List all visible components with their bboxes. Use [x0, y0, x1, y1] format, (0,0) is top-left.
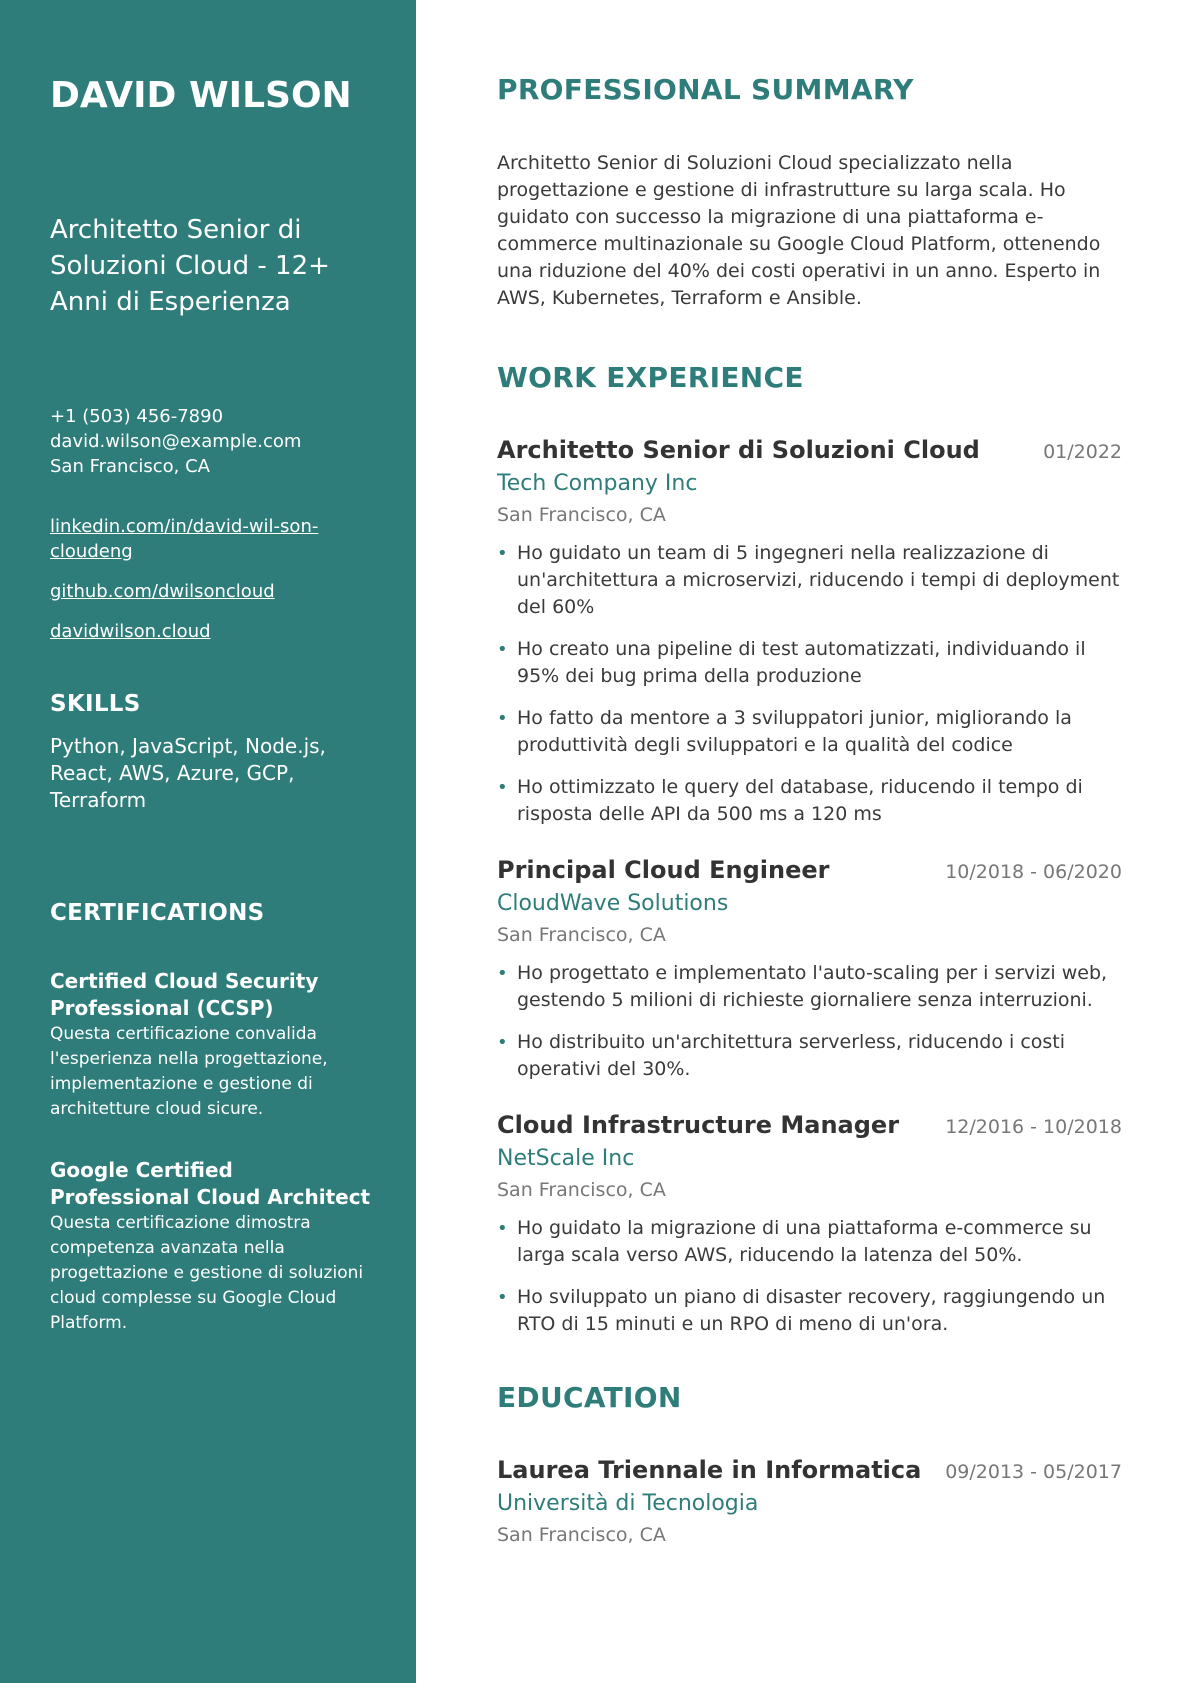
job-date: 10/2018 - 06/2020	[945, 861, 1122, 883]
education-heading: EDUCATION	[497, 1381, 682, 1414]
linkedin-link[interactable]	[50, 514, 372, 564]
company-name: Tech Company Inc	[497, 471, 698, 496]
bullet-text: Ho sviluppato un piano di disaster recovery, raggiungendo un RTO di 15 minuti e un RPO di meno di un'ora.	[517, 1286, 1106, 1335]
bullet-item	[497, 636, 1122, 690]
bullet-text: Ho fatto da mentore a 3 sviluppatori junior, migliorando la produttività degli sviluppatori e la qualità del codice	[517, 707, 1072, 756]
job-entry	[497, 854, 1122, 1083]
certification-title: Certified Cloud Security Professional (CCSP)	[50, 969, 319, 1020]
job-header	[497, 434, 1122, 466]
certification-description: Questa certificazione convalida l'esperienza nella progettazione, implementazione e gestione di architetture cloud sicure.	[50, 1024, 328, 1119]
certification-item	[50, 1157, 372, 1336]
github-link[interactable]: github.com/dwilsoncloud	[50, 581, 275, 602]
bullet-item	[497, 1215, 1122, 1269]
certification-title: Google Certified Professional Cloud Architect	[50, 1158, 371, 1209]
job-location: San Francisco, CA	[497, 504, 666, 526]
main-content	[416, 0, 1190, 1683]
bullet-text: Ho guidato la migrazione di una piattaforma e-commerce su larga scala verso AWS, riducendo la latenza del 50%.	[517, 1217, 1092, 1266]
bullet-text: Ho distribuito un'architettura serverless, riducendo i costi operativi del 30%.	[517, 1031, 1066, 1080]
email-address: david.wilson@example.com	[50, 431, 302, 452]
certification-description: Questa certificazione dimostra competenza avanzata nella progettazione e gestione di soluzioni cloud complesse su Google Cloud Platform.	[50, 1213, 364, 1333]
phone-number: +1 (503) 456-7890	[50, 406, 224, 427]
bullet-item	[497, 960, 1122, 1014]
candidate-name: DAVID WILSON	[50, 75, 352, 116]
job-entry	[497, 434, 1122, 828]
job-bullets	[497, 960, 1122, 1083]
bullet-dot-icon: •	[497, 1218, 508, 1239]
bullet-dot-icon: •	[497, 1032, 508, 1053]
linkedin-link-text: linkedin.com/in/david-wil-son-cloudeng	[50, 516, 319, 562]
company-name: CloudWave Solutions	[497, 891, 729, 916]
education-date: 09/2013 - 05/2017	[945, 1461, 1122, 1483]
job-date: 12/2016 - 10/2018	[945, 1116, 1122, 1138]
education-location: San Francisco, CA	[497, 1524, 666, 1546]
skills-heading: SKILLS	[50, 691, 141, 717]
bullet-dot-icon: •	[497, 639, 508, 660]
skills-list: Python, JavaScript, Node.js, React, AWS, Azure, GCP, Terraform	[50, 734, 326, 812]
bullet-item	[497, 1029, 1122, 1083]
bullet-item	[497, 540, 1122, 621]
website-link[interactable]: davidwilson.cloud	[50, 621, 211, 642]
job-header	[497, 854, 1122, 886]
job-header	[497, 1109, 1122, 1141]
job-date: 01/2022	[1043, 441, 1122, 463]
education-header	[497, 1454, 1122, 1486]
bullet-item	[497, 774, 1122, 828]
summary-heading: PROFESSIONAL SUMMARY	[497, 73, 914, 106]
certifications-heading: CERTIFICATIONS	[50, 900, 265, 926]
bullet-text: Ho creato una pipeline di test automatizzati, individuando il 95% dei bug prima della produzione	[517, 638, 1086, 687]
school-name: Università di Tecnologia	[497, 1491, 759, 1516]
sidebar	[0, 0, 416, 1683]
bullet-item	[497, 705, 1122, 759]
degree-title: Laurea Triennale in Informatica	[497, 1456, 922, 1484]
bullet-dot-icon: •	[497, 1287, 508, 1308]
certification-item	[50, 968, 372, 1122]
job-location: San Francisco, CA	[497, 924, 666, 946]
bullet-dot-icon: •	[497, 963, 508, 984]
contact-location: San Francisco, CA	[50, 456, 210, 477]
bullet-dot-icon: •	[497, 543, 508, 564]
job-entry	[497, 1109, 1122, 1338]
experience-heading: WORK EXPERIENCE	[497, 361, 804, 394]
job-bullets	[497, 1215, 1122, 1338]
job-title: Cloud Infrastructure Manager	[497, 1111, 900, 1139]
company-name: NetScale Inc	[497, 1146, 635, 1171]
job-location: San Francisco, CA	[497, 1179, 666, 1201]
contact-info	[50, 404, 372, 479]
bullet-text: Ho ottimizzato le query del database, riducendo il tempo di risposta delle API da 500 ms a 120 ms	[517, 776, 1083, 825]
job-title: Principal Cloud Engineer	[497, 856, 830, 884]
bullet-dot-icon: •	[497, 708, 508, 729]
bullet-text: Ho progettato e implementato l'auto-scaling per i servizi web, gestendo 5 milioni di richieste giornaliere senza interruzioni.	[517, 962, 1108, 1011]
job-title: Architetto Senior di Soluzioni Cloud	[497, 436, 980, 464]
bullet-text: Ho guidato un team di 5 ingegneri nella realizzazione di un'architettura a microservizi, riducendo i tempi di deployment del 60%	[517, 542, 1120, 618]
summary-text: Architetto Senior di Soluzioni Cloud specializzato nella progettazione e gestione di infrastrutture su larga scala. Ho guidato con successo la migrazione di una piattaforma e-commerce multinazionale su Google Cloud Platform, ottenendo una riduzione del 40% dei costi operativi in un anno. Esperto in AWS, Kubernetes, Terraform e Ansible.	[497, 152, 1101, 309]
education-entry	[497, 1454, 1122, 1550]
bullet-item	[497, 1284, 1122, 1338]
bullet-dot-icon: •	[497, 777, 508, 798]
profile-links	[50, 514, 372, 644]
headline: Architetto Senior di Soluzioni Cloud - 12+ Anni di Esperienza	[50, 215, 330, 317]
job-bullets	[497, 540, 1122, 828]
